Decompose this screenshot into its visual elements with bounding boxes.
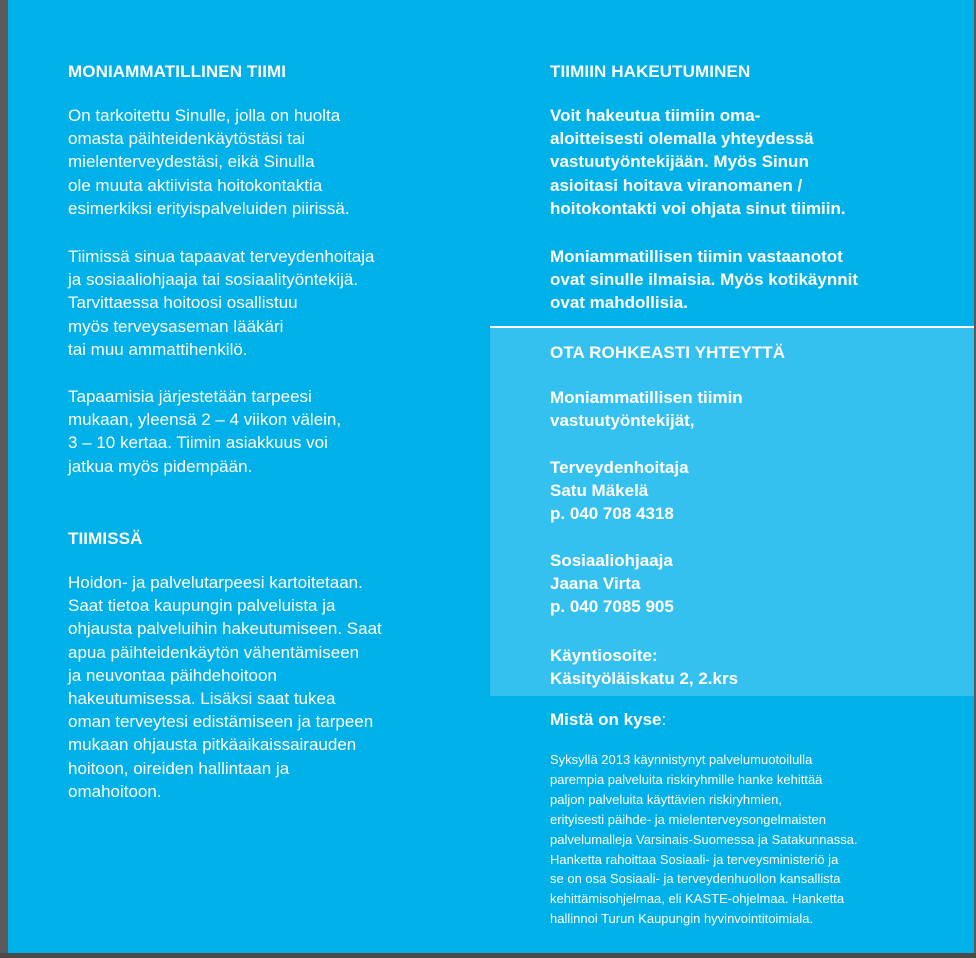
nurse-contact (550, 456, 950, 526)
about-heading-line (550, 708, 666, 731)
about-heading: Mistä on kyse (550, 710, 662, 729)
contact-heading: OTA ROHKEASTI YHTEYTTÄ (550, 343, 786, 362)
nurse-title: Terveydenhoitaja (550, 458, 689, 477)
nurse-phone: p. 040 708 4318 (550, 504, 674, 524)
team-heading: MONIAMMATILLINEN TIIMI (68, 62, 287, 81)
team-description-paragraph: On tarkoitettu Sinulle, jolla on huolta omasta päihteidenkäytöstäsi tai mielenterveydestäsi, eikä Sinulla ole muuta aktiivista hoitokontaktia esimerkiksi erityispalveluiden piirissä. (68, 106, 350, 218)
about-paragraph: Syksyllä 2013 käynnistynyt palvelumuotoilulla parempia palveluita riskiryhmille hanke kehittää paljon palveluita käyttävien riskiryhmien, erityisesti päihde- ja mielenterveysongelmaisten palvelumalleja Varsinais-Suomessa ja Satakunnassa. Hanketta rahoittaa Sosiaali- ja terveysministeriö ja se on osa Sosiaali- ja terveydenhuollon kansallista kehittämisohjelmaa, eli KASTE-ohjelmaa. Hanketta hallinnoi Turun Kaupungin hyvinvointitoimiala. (550, 752, 858, 927)
apply-paragraph: Voit hakeutua tiimiin oma- aloitteisesti olemalla yhteydessä vastuutyöntekijään. Myös Sinun asioitasi hoitava viranomanen / hoitokontakti voi ohjata sinut tiimiin. (550, 106, 846, 218)
nurse-name: Satu Mäkelä (550, 481, 649, 501)
free-visits-paragraph: Moniammatillisen tiimin vastaanotot ovat sinulle ilmaisia. Myös kotikäynnit ovat mahdollisia. (550, 247, 858, 313)
in-team-heading: TIIMISSÄ (68, 529, 143, 548)
team-members-paragraph: Tiimissä sinua tapaavat terveydenhoitaja ja sosiaaliohjaaja tai sosiaalityöntekijä. Tarvittaessa hoitoosi osallistuu myös terveysaseman lääkäri tai muu ammattihenkilö. (68, 247, 375, 359)
address-value: Käsityöläiskatu 2, 2.krs (550, 669, 739, 689)
page-shadow (0, 953, 976, 958)
apply-heading: TIIMIIN HAKEUTUMINEN (550, 62, 751, 81)
about-heading-colon: : (661, 710, 667, 729)
social-worker-name: Jaana Virta (550, 574, 641, 594)
social-worker-contact (550, 549, 950, 619)
address-block (550, 644, 950, 690)
social-worker-title: Sosiaaliohjaaja (550, 551, 673, 570)
social-worker-phone: p. 040 7085 905 (550, 597, 674, 617)
in-team-paragraph: Hoidon- ja palvelutarpeesi kartoitetaan. Saat tietoa kaupungin palveluista ja ohjausta palveluihin hakeutumiseen. Saat apua päihteidenkäytön vähentämiseen ja neuvontaa päihdehoitoon hakeutumisessa. Lisäksi saat tukea oman terveytesi edistämiseen ja tarpeen mukaan ohjausta pitkäaikaissairauden hoitoon, oireiden hallintaan ja omahoitoon. (68, 573, 382, 801)
right-column (490, 0, 974, 953)
brochure-page (8, 0, 974, 953)
contact-intro: Moniammatillisen tiimin vastuutyöntekijät, (550, 388, 743, 431)
meetings-paragraph: Tapaamisia järjestetään tarpeesi mukaan, yleensä 2 – 4 viikon välein, 3 – 10 kertaa. Tiimin asiakkuus voi jatkua myös pidempään. (68, 387, 342, 476)
address-label: Käyntiosoite: (550, 646, 658, 665)
contact-box (490, 326, 974, 696)
